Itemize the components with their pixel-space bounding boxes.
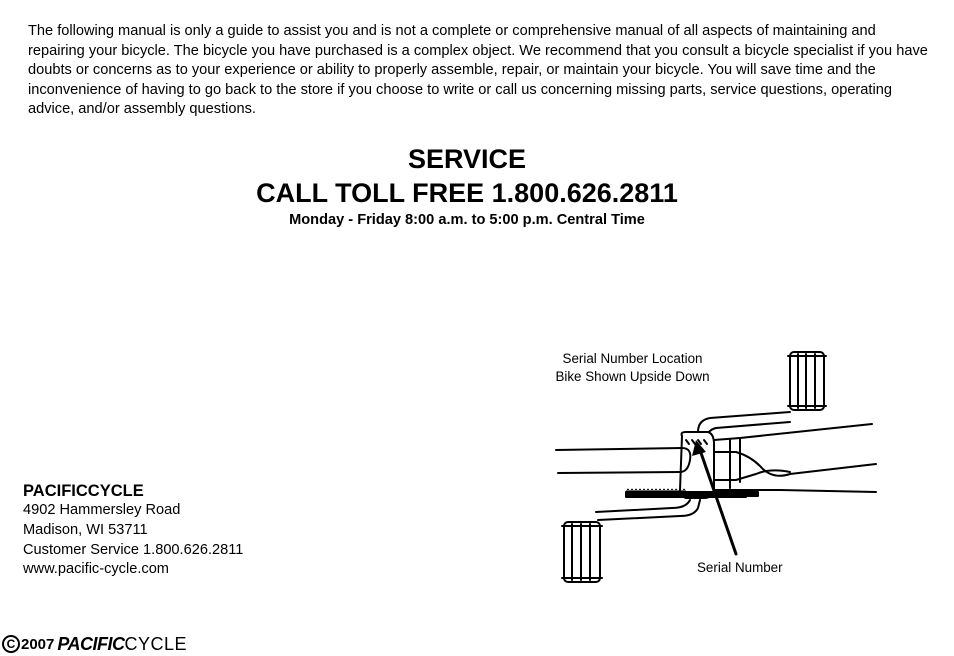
- website-link: www.pacific-cycle.com: [23, 561, 169, 578]
- address-city: Madison, WI 53711: [23, 521, 148, 538]
- caption-line-1: Serial Number Location: [562, 351, 703, 366]
- copyright-icon: C: [2, 635, 20, 653]
- footer-logo-bold: PACIFIC: [57, 633, 125, 654]
- lower-pedal: [562, 522, 602, 582]
- caption-line-2: Bike Shown Upside Down: [555, 369, 710, 384]
- address-street: 4902 Hammersley Road: [23, 502, 181, 518]
- customer-service-line: Customer Service 1.800.626.2811: [23, 541, 244, 558]
- footer-copyright: [2, 632, 187, 656]
- copyright-year: 2007: [21, 635, 55, 653]
- company-name: PACIFICCYCLE: [23, 482, 144, 500]
- serial-number-diagram: [540, 340, 954, 590]
- serial-number-label: Serial Number: [697, 560, 783, 575]
- service-phone: CALL TOLL FREE 1.800.626.2811: [256, 178, 678, 208]
- intro-paragraph: The following manual is only a guide to assist you and is not a complete or comprehensive manual of all aspects of maintaining and repairing your bicycle. The bicycle you have purchased is a complex object. We recommend that you consult a bicycle specialist if you have doubts or concerns as to your experience or ability to properly assemble, repair, or maintain your bicycle. You will save time and the inconvenience of having to go back to the store if you choose to write or call us concerning missing parts, service questions, operating advice, and/or assembly questions.: [28, 23, 928, 118]
- company-address: [23, 481, 243, 580]
- service-title: SERVICE: [407, 144, 527, 174]
- footer-logo-light: CYCLE: [124, 633, 188, 654]
- service-block: [0, 143, 934, 229]
- service-hours: Monday - Friday 8:00 a.m. to 5:00 p.m. Central Time: [289, 212, 645, 228]
- upper-pedal: [788, 352, 826, 410]
